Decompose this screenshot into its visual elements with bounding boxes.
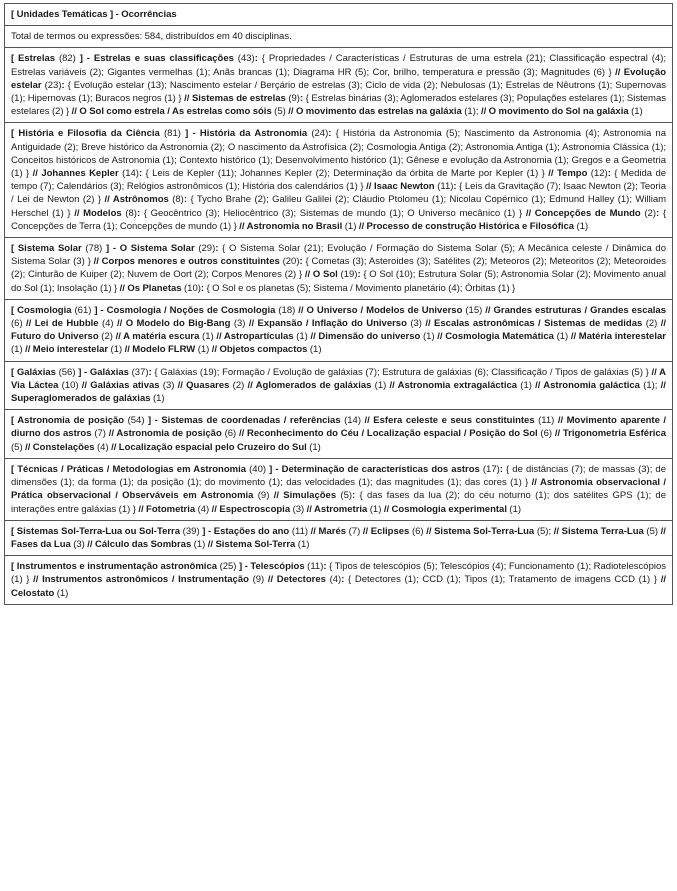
section-row-sol-terra-lua (5, 520, 673, 555)
topic-heading: : (357, 269, 361, 281)
topic-detail: (1) (509, 503, 522, 515)
topic-heading: // Instrumentos astronômicos / Instrumentação (33, 574, 253, 586)
topic-heading: // Modelo FLRW (124, 344, 198, 356)
topic-detail: (2) (645, 318, 661, 330)
topic-heading: // Corpos menores e outros constituintes (93, 256, 283, 268)
topic-detail: (7) (94, 428, 109, 440)
topic-heading: // Concepções de Mundo (525, 207, 645, 219)
topic-detail: { Detectores (1); CCD (1); Tipos (1); Tratamento de imagens CCD (1) } (344, 574, 661, 586)
topic-heading: // O Universo / Modelos de Universo (298, 304, 466, 316)
topic-heading: // Aglomerados de galáxias (247, 379, 375, 391)
section-instrumentos (5, 556, 673, 605)
topic-detail: { de distâncias (7); de massas (3); de dimensões (1); da forma (1); da posição (1); do movimento (1); das velocidades (1); das magnitudes (1); das cores (1) } (11, 463, 666, 489)
topic-heading: // Tempo (548, 168, 591, 180)
topic-detail: (1) (520, 379, 536, 391)
topic-detail: (37) (131, 366, 149, 378)
topic-detail: { Tipos de telescópios (5); Telescópios (4); Funcionamento (1); Radiotelescópios (1) } (11, 561, 666, 586)
topic-detail: (1); (464, 106, 481, 118)
topic-detail: (9) (252, 574, 268, 586)
topic-detail: (14) (344, 415, 365, 427)
topic-detail: (8) (172, 194, 184, 206)
topic-heading: // Espectroscopia (211, 503, 293, 515)
topic-detail: (23) (44, 79, 62, 91)
header-row (5, 4, 673, 26)
topic-heading: // O Sol como estrela / As estrelas como sóis (71, 106, 275, 118)
summary-row (5, 26, 673, 48)
topic-detail: { O Sol e os planetas (5); Sistema / Movimento planetário (4); Órbitas (1) } (204, 282, 516, 294)
topic-heading: // Movimento aparente / diurno dos astros (11, 415, 666, 440)
topic-heading: : (215, 243, 219, 255)
topic-heading: // Localização espacial pelo Cruzeiro do Sul (111, 441, 310, 453)
topic-detail: (81) (164, 128, 186, 140)
topic-heading: [ Astronomia de posição (11, 415, 128, 427)
topic-detail: { Evolução estelar (13); Nascimento estelar / Berçário de estrelas (3); Ciclo de vida (2); Nebulosas (1); Estrelas de Nêutrons (1); Supernovas (1); Hipernovas (1); Buracos negros (1) } (11, 79, 666, 105)
topic-detail: { Estrelas binárias (3); Aglomerados estelares (3); Populações estelares (1); Sistemas estelares (2) } (11, 93, 666, 118)
topic-detail: (3) (292, 503, 307, 515)
topic-detail: (14) (122, 168, 139, 180)
topic-heading: // Evolução estelar (11, 66, 666, 91)
topic-heading: : (136, 207, 141, 219)
topic-heading: // Meio interestelar (25, 344, 111, 356)
topic-detail: (56) (58, 366, 79, 378)
table-title: [ Unidades Temáticas ] - Ocorrências (5, 4, 673, 26)
topic-heading: // Fases da Lua (11, 525, 666, 550)
section-sol-terra-lua (5, 520, 673, 555)
topic-heading: // O Modelo do Big-Bang (117, 318, 234, 330)
topic-heading: // Marés (310, 525, 349, 537)
topic-heading: // Futuro do Universo (11, 318, 666, 343)
topic-detail: (54) (127, 415, 148, 427)
topic-detail: (3) (410, 318, 426, 330)
topic-detail: (1) (576, 220, 589, 232)
topic-detail: (1) (197, 344, 212, 356)
topic-heading: ] - Determinação de características dos astros (269, 463, 483, 475)
topic-heading: : (200, 282, 205, 294)
topic-heading: // Superaglomerados de galáxias (11, 379, 666, 405)
topic-detail: (1) (369, 503, 384, 515)
topic-detail: (1) (556, 331, 571, 343)
topic-detail: (40) (249, 463, 270, 475)
topic-heading: [ Cosmologia (11, 304, 75, 316)
topic-detail: (1) (631, 106, 643, 118)
topic-heading: : (499, 463, 503, 475)
topic-heading: : (328, 128, 332, 140)
topic-heading: // Astronomia de posição (108, 428, 225, 440)
topic-detail: (4) (197, 503, 212, 515)
section-row-tecnicas (5, 458, 673, 520)
topic-heading: // Cálculo das Sombras (87, 538, 194, 550)
topic-heading: // Sistema Sol-Terra (207, 538, 298, 550)
section-astronomia-posicao (5, 410, 673, 459)
topic-heading: // Reconhecimento do Céu / Localização espacial / Posição do Sol (238, 428, 541, 440)
topic-heading: : (61, 79, 65, 91)
topic-detail: (7) (348, 525, 363, 537)
section-row-cosmologia (5, 299, 673, 361)
topic-heading: // Modelos (74, 207, 126, 219)
topic-heading: // Trigonometria Esférica (554, 428, 666, 440)
topic-heading: : (183, 194, 188, 206)
topic-detail: (1) (423, 331, 438, 343)
topic-heading: : (607, 168, 611, 180)
topic-heading: : (453, 181, 457, 193)
topic-heading: ] - Telescópios (239, 561, 308, 573)
topic-heading: // A Via Láctea (11, 366, 666, 391)
topic-heading: // Sistemas de estrelas (184, 93, 289, 105)
topic-heading: : (299, 256, 303, 268)
topic-detail: (11) (307, 561, 324, 573)
topic-detail: { Galáxias (19); Formação / Evolução de galáxias (7); Estrutura de galáxias (6); Classificação / Tipos de galáxias (5) } (151, 366, 652, 378)
topic-detail: (10) (61, 379, 82, 391)
topic-heading: // Eclipses (362, 525, 412, 537)
topic-detail: { Geocêntrico (3); Heliocêntrico (3); Sistemas de mundo (1); O Universo mecânico (1) } (140, 207, 526, 219)
topic-detail: (3) (162, 379, 178, 391)
topic-heading: // Lei de Hubble (26, 318, 102, 330)
section-galaxias (5, 361, 673, 410)
topic-heading: [ Sistema Solar (11, 243, 86, 255)
topic-heading: // Astrônomos (104, 194, 173, 206)
topic-heading: // Constelações (25, 441, 97, 453)
topic-heading: // Cosmologia experimental (383, 503, 510, 515)
topic-detail: (2) (644, 207, 656, 219)
topic-detail: { Propriedades / Características / Estruturas de uma estrela (21); Classificação espectral (4); Estrelas variáveis (2); Gigantes vermelhas (1); Anãs brancas (1); Diagrama HR (5); Cor, brilho, temperatura e pressão (3); Magnitudes (6) } (11, 53, 666, 78)
topic-heading: // Esfera celeste e seus constituintes (364, 415, 539, 427)
topic-detail: (9) (288, 93, 300, 105)
topic-heading: // Grandes estruturas / Grandes escalas (485, 304, 666, 316)
topic-detail: { Leis de Kepler (11); Johannes Kepler (2); Determinação da órbita de Marte por Kepler (1) } (142, 168, 549, 180)
topic-detail: { História da Astronomia (5); Nascimento da Astronomia (4); Astronomia na Antiguidade (2); Breve histórico da Astronomia (2); O nascimento da Astrofísica (2); Cosmologia Antiga (2); Astronomia Antiga (1); Astronomia Clássica (1); Conceitos históricos de Astronomia (1); Contexto histórico (1); Desenvolvimento histórico (1); Gênese e evolução da Astronomia (1); Gregos e a Geometria (1) } (11, 128, 667, 180)
topic-detail: (5) (340, 490, 353, 502)
section-row-historia (5, 123, 673, 238)
topic-detail: (1) (11, 344, 26, 356)
topic-heading: // Astronomia extragaláctica (389, 379, 521, 391)
thematic-units-table (4, 3, 673, 605)
topic-heading: // Expansão / Inflação do Universo (248, 318, 411, 330)
topic-heading: // Astronomia no Brasil (239, 220, 345, 232)
topic-heading: : (148, 366, 152, 378)
topic-detail: (11) (291, 525, 311, 537)
topic-detail: (1) (202, 331, 217, 343)
section-row-galaxias (5, 361, 673, 410)
topic-heading: // Fotometria (138, 503, 198, 515)
topic-heading: // Astrometria (306, 503, 370, 515)
topic-heading: [ Instrumentos e instrumentação astronômica (11, 561, 220, 573)
section-sistema-solar (5, 238, 673, 300)
topic-detail: (17) (482, 463, 500, 475)
section-historia-filosofia (5, 123, 673, 238)
section-estrelas (5, 48, 673, 123)
topic-heading: : (254, 53, 258, 65)
section-row-instrumentos (5, 556, 673, 605)
topic-heading: // Processo de construção Histórica e Filosófica (358, 220, 577, 232)
topic-heading: : (656, 207, 660, 219)
topic-detail: (12) (590, 168, 608, 180)
topic-heading: ] - Galáxias (78, 366, 132, 378)
section-cosmologia (5, 299, 673, 361)
topic-heading: // Astronomia observacional / Prática observacional / Observáveis em Astronomia (11, 477, 667, 502)
topic-detail: (43) (237, 53, 255, 65)
topic-heading: // A matéria escura (115, 331, 203, 343)
topic-heading: ] - Sistemas de coordenadas / referências (148, 415, 345, 427)
topic-detail: (3) (73, 538, 88, 550)
topic-heading: // Cosmologia Matemática (437, 331, 557, 343)
topic-detail: (6) (224, 428, 239, 440)
topic-detail: (18) (278, 304, 299, 316)
topic-heading: [ Técnicas / Práticas / Metodologias em Astronomia (11, 463, 250, 475)
topic-detail: (15) (465, 304, 486, 316)
topic-detail: (5) (646, 525, 661, 537)
topic-detail: (24) (311, 128, 329, 140)
topic-detail: (82) (58, 53, 80, 65)
topic-heading: [ Galáxias (11, 366, 59, 378)
topic-heading: ] - Cosmologia / Noções de Cosmologia (94, 304, 279, 316)
topic-heading: ] - História da Astronomia (185, 128, 312, 140)
topic-detail: (61) (74, 304, 95, 316)
topic-detail: (6) (540, 428, 555, 440)
topic-heading: // Isaac Newton (366, 181, 438, 193)
topic-detail: (1); (643, 379, 661, 391)
topic-detail: (6) (411, 525, 427, 537)
topic-heading: // Objetos compactos (211, 344, 310, 356)
topic-detail: (9) (257, 490, 274, 502)
topic-detail: (1) (344, 220, 359, 232)
topic-detail: (4) (101, 318, 118, 330)
section-tecnicas (5, 458, 673, 520)
topic-detail: (1) (309, 441, 321, 453)
topic-detail: (5) (11, 441, 26, 453)
topic-heading: [ Sistemas Sol-Terra-Lua ou Sol-Terra (11, 525, 183, 537)
topic-detail: { O Sistema Solar (21); Evolução / Formação do Sistema Solar (5); A Mecânica celeste / Dinâmica do Sistema Solar (3) } (11, 243, 666, 268)
topic-detail: (1) (152, 393, 165, 405)
topic-detail: { Cometas (3); Asteroides (3); Satélites (2); Meteoros (2); Meteoritos (2); Meteoroides (2); Cinturão de Kuiper (2); Nuvem de Oort (2); Corpos Menores (2) } (11, 256, 666, 281)
topic-detail: { Leis da Gravitação (7); Isaac Newton (2); Teoria / Lei de Newton (2) } (11, 181, 666, 206)
topic-detail: (1) (56, 587, 69, 599)
topic-heading: : (138, 168, 143, 180)
topic-heading: // Dimensão do universo (310, 331, 423, 343)
topic-detail: (78) (85, 243, 107, 255)
topic-detail: (1) (110, 344, 125, 356)
topic-detail: (1) (309, 344, 322, 356)
topic-heading: // O movimento do Sol na galáxia (480, 106, 632, 118)
topic-detail: (5); (536, 525, 554, 537)
topic-detail: (3) (233, 318, 249, 330)
topic-detail: (25) (219, 561, 239, 573)
topic-detail: (1) (374, 379, 390, 391)
topic-heading: [ Estrelas (11, 53, 59, 65)
topic-detail: (1) (193, 538, 208, 550)
topic-heading: // Os Planetas (119, 282, 184, 294)
topic-heading: : (341, 574, 345, 586)
topic-heading: // Johannes Kepler (32, 168, 123, 180)
topic-detail: { Concepções de Terra (1); Concepções de mundo (1) } (11, 207, 666, 232)
topic-heading: // Sistema Sol-Terra-Lua (426, 525, 537, 537)
topic-heading: // Matéria interestelar (570, 331, 666, 343)
topic-detail: { Medida de tempo (7); Calendários (3); Relógios astronômicos (1); História dos calendários (1) } (11, 168, 667, 193)
topic-detail: (19) (340, 269, 358, 281)
section-row-astronomia-posicao (5, 410, 673, 459)
topic-heading: // Galáxias ativas (81, 379, 163, 391)
topic-heading: // Sistema Terra-Lua (553, 525, 647, 537)
topic-detail: (20) (282, 256, 300, 268)
topic-heading: // Astronomia galáctica (535, 379, 644, 391)
topic-detail: (11) (437, 181, 454, 193)
topic-heading: ] - O Sistema Solar (106, 243, 199, 255)
topic-heading: // Celostato (11, 574, 666, 599)
section-row-estrelas (5, 48, 673, 123)
topic-heading: : (299, 93, 304, 105)
topic-detail: (4) (329, 574, 342, 586)
section-row-sistema-solar (5, 238, 673, 300)
topic-heading: ] - Estações do ano (202, 525, 292, 537)
topic-detail: (29) (198, 243, 216, 255)
topic-detail: { Tycho Brahe (2); Galileu Galilei (2); Cláudio Ptolomeu (1); Nicolau Copérnico (1); Edmund Halley (1); William Herschel (1) } (11, 194, 667, 219)
topic-heading: // O movimento das estrelas na galáxia (288, 106, 465, 118)
topic-detail: (8) (125, 207, 137, 219)
topic-detail: (1) (297, 538, 310, 550)
topic-detail: { das fases da lua (2); do céu noturno (1); dos satélites GPS (1); de interações entre galáxias (1) } (11, 490, 666, 515)
topic-detail: (2) (101, 331, 116, 343)
total-summary: Total de termos ou expressões: 584, distribuídos em 40 disciplinas. (5, 26, 673, 48)
topic-heading: : (323, 561, 327, 573)
topic-detail: (10) (184, 282, 201, 294)
topic-detail: (2) (232, 379, 248, 391)
topic-detail: (6) (11, 318, 27, 330)
topic-detail: (5) (274, 106, 289, 118)
topic-detail: (1) (296, 331, 311, 343)
topic-detail: { O Sol (10); Estrutura Solar (5); Astronomia Solar (2); Movimento anual do Sol (1); Insolação (1) } (11, 269, 666, 294)
topic-heading: : (352, 490, 356, 502)
topic-heading: // O Sol (304, 269, 341, 281)
topic-heading: [ História e Filosofia da Ciência (11, 128, 164, 140)
topic-heading: // Quasares (177, 379, 233, 391)
topic-heading: // Astropartículas (216, 331, 297, 343)
topic-heading: // Escalas astronômicas / Sistemas de medidas (425, 318, 646, 330)
topic-heading: ] - Estrelas e suas classificações (79, 53, 238, 65)
topic-detail: (11) (538, 415, 558, 427)
topic-heading: // Simulações (273, 490, 341, 502)
topic-detail: (39) (182, 525, 203, 537)
topic-heading: // Detectores (267, 574, 330, 586)
topic-detail: (4) (97, 441, 112, 453)
